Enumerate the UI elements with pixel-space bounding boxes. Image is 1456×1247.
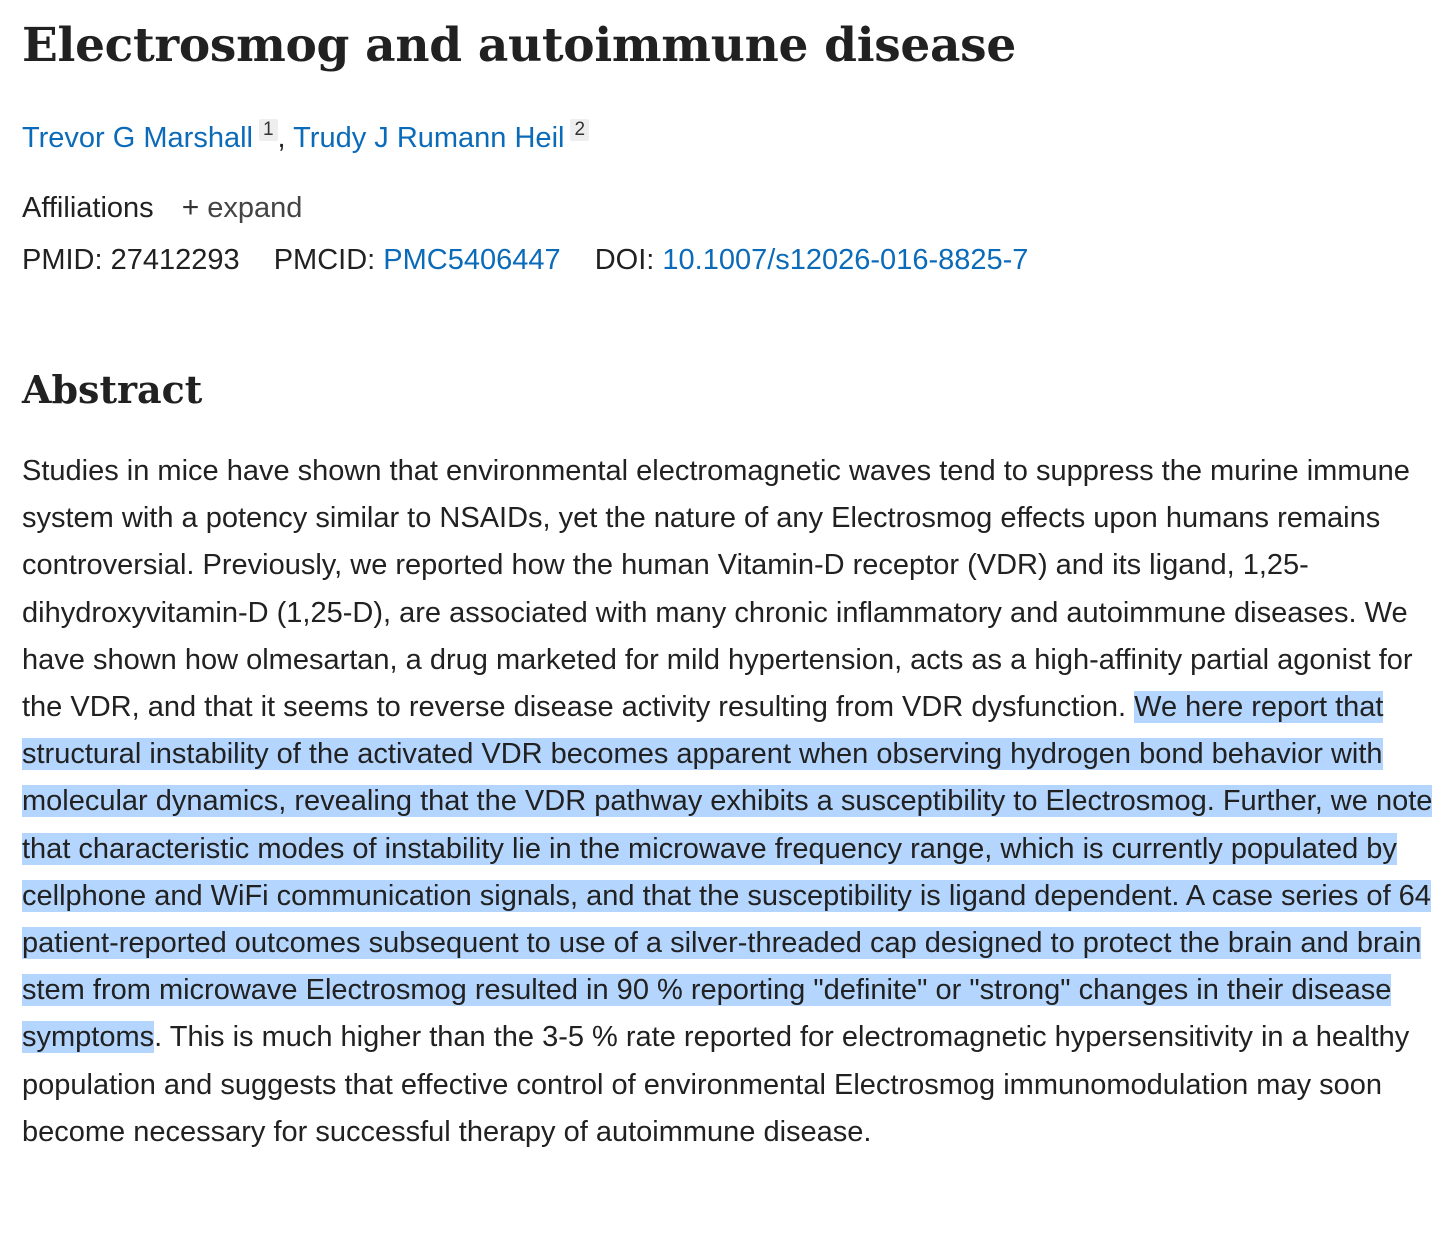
expand-affiliations-button[interactable] [182, 192, 303, 224]
author-separator: , [277, 122, 286, 154]
pmid-value: 27412293 [110, 244, 240, 276]
identifiers-row [22, 240, 1442, 280]
author-link-1[interactable]: Trevor G Marshall [22, 122, 253, 154]
pmid-label: PMID: [22, 244, 103, 276]
affiliation-ref-2[interactable]: 2 [570, 119, 589, 141]
doi-link[interactable]: 10.1007/s12026-016-8825-7 [662, 244, 1029, 276]
article-title: Electrosmog and autoimmune disease [22, 18, 1016, 73]
abstract-text-after: . This is much higher than the 3-5 % rate reported for electromagnetic hypersensitivity in a healthy population and suggests that effective control of environmental Electrosmog immunomodulation may soon become necessary for successful therapy of autoimmune disease. [22, 1021, 1410, 1148]
doi-label: DOI: [594, 244, 655, 276]
article [22, 0, 1442, 1156]
plus-icon: + [181, 191, 200, 224]
affiliation-ref-1[interactable]: 1 [259, 119, 278, 141]
pmcid-label: PMCID: [273, 244, 376, 276]
author-list [22, 118, 1442, 158]
expand-label: expand [207, 192, 303, 224]
abstract-text-before: Studies in mice have shown that environmental electromagnetic waves tend to suppress the murine immune system with a potency similar to NSAIDs, yet the nature of any Electrosmog effects upon humans remains controversial. Previously, we reported how the human Vitamin-D receptor (VDR) and its ligand, 1,25-dihydroxyvitamin-D (1,25-D), are associated with many chronic inflammatory and autoimmune diseases. We have shown how olmesartan, a drug marketed for mild hypertension, acts as a high-affinity partial agonist for the VDR, and that it seems to reverse disease activity resulting from VDR dysfunction. [22, 455, 1413, 724]
abstract-text [22, 448, 1444, 1156]
abstract-heading: Abstract [22, 367, 203, 412]
affiliations-row [22, 188, 1442, 228]
abstract-selected-text[interactable]: We here report that structural instability of the activated VDR becomes apparent when observing hydrogen bond behavior with molecular dynamics, revealing that the VDR pathway exhibits a susceptibility to Electrosmog. Further, we note that characteristic modes of instability lie in the microwave frequency range, which is currently populated by cellphone and WiFi communication signals, and that the susceptibility is ligand dependent. A case series of 64 patient-reported outcomes subsequent to use of a silver-threaded cap designed to protect the brain and brain stem from microwave Electrosmog resulted in 90 % reporting "definite" or "strong" changes in their disease symptoms [22, 691, 1433, 1054]
pmcid-link[interactable]: PMC5406447 [383, 244, 561, 276]
affiliations-label: Affiliations [22, 192, 154, 224]
author-link-2[interactable]: Trudy J Rumann Heil [293, 122, 565, 154]
